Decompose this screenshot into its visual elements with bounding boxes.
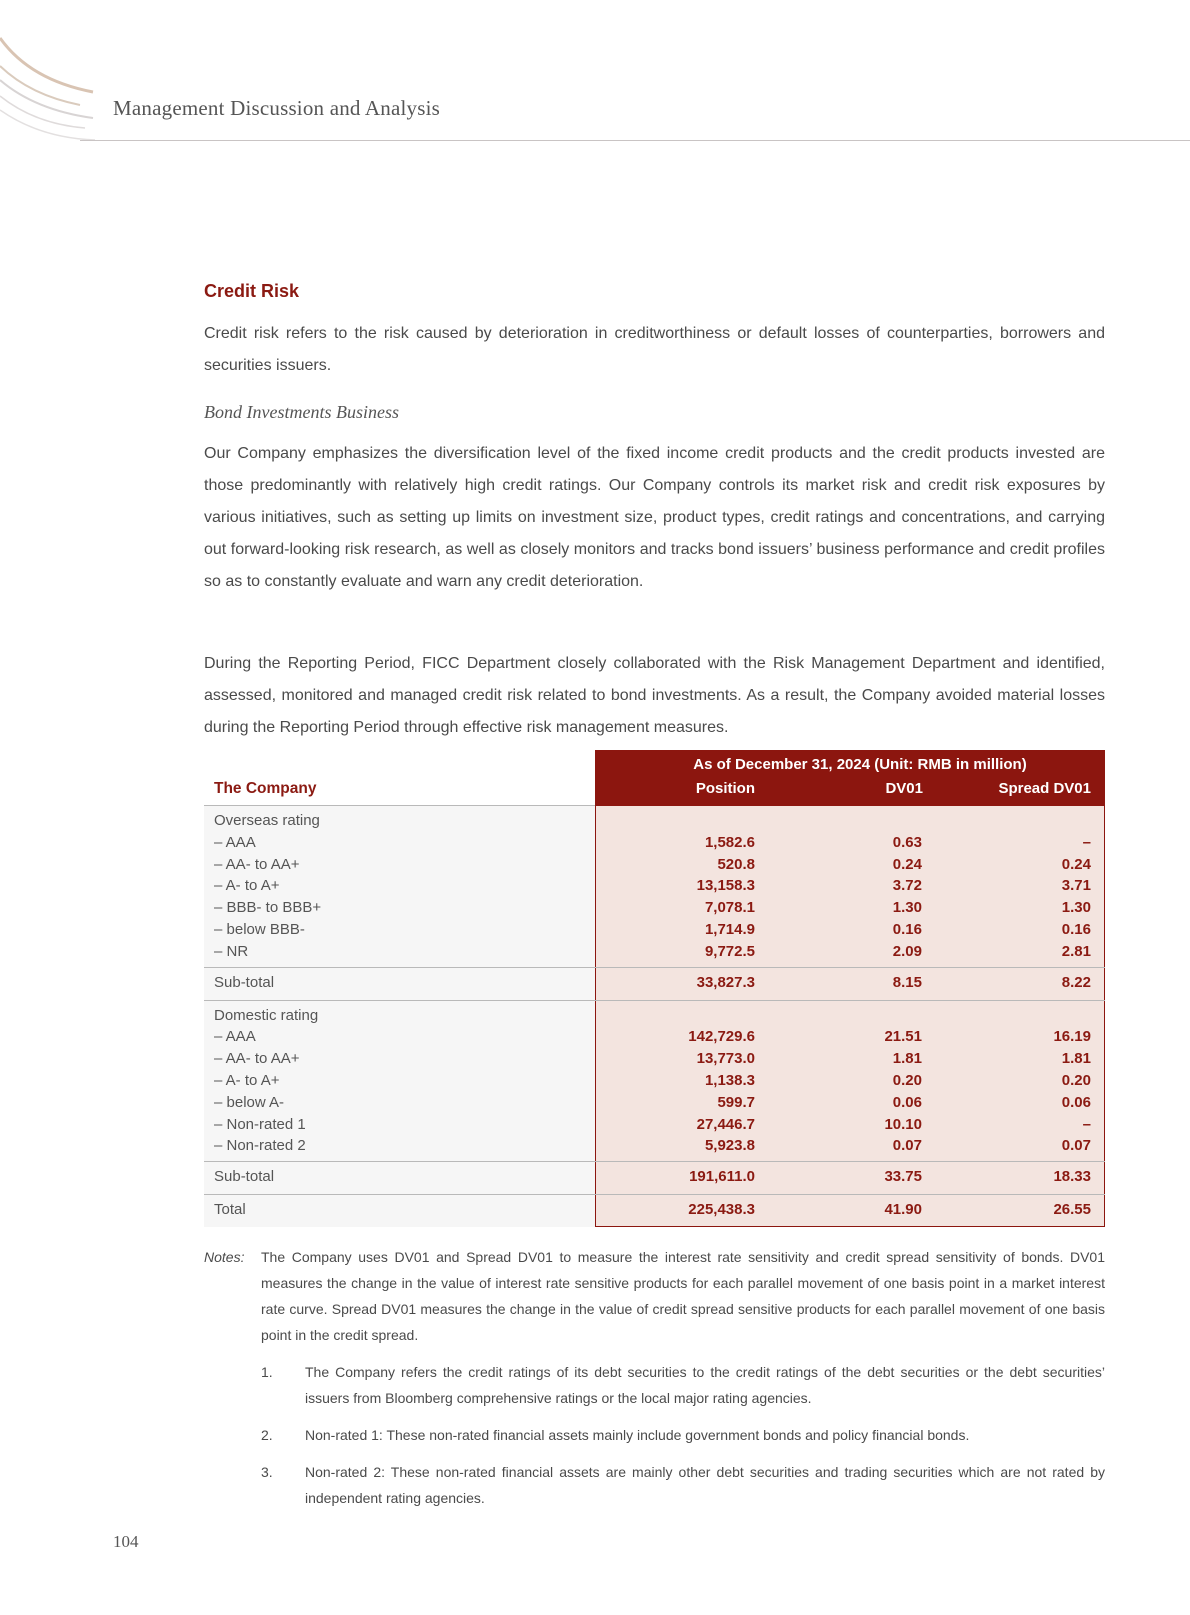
group-label-row — [204, 810, 1105, 832]
table-row: – AAA 142,729.6 21.51 16.19 — [214, 1028, 1091, 1046]
page-number: 104 — [113, 1532, 139, 1551]
credit-risk-table — [204, 750, 1105, 1227]
table-row: – below A- 599.7 0.06 0.06 — [214, 1093, 1091, 1111]
table-row: – BBB- to BBB+ 7,078.1 1.30 1.30 — [214, 899, 1091, 917]
table-caption: As of December 31, 2024 (Unit: RMB in million) — [693, 756, 1027, 773]
table-row: – AA- to AA+ 13,773.0 1.81 1.81 — [214, 1050, 1091, 1068]
table-row: – AAA 1,582.6 0.63 – — [214, 833, 1091, 851]
table-row: – NR 9,772.5 2.09 2.81 — [214, 942, 1091, 960]
table-body — [204, 806, 1105, 1227]
decorative-arcs-icon — [0, 0, 100, 150]
note-item: 1. The Company refers the credit ratings of its debt securities to the credit ratings of the debt securities or the debt securities’ issuers from Bloomberg comprehensive ratings or the local major rating agencies. — [261, 1364, 1105, 1406]
table-row: – Non-rated 2 5,923.8 0.07 0.07 — [214, 1137, 1091, 1155]
table-row: – below BBB- 1,714.9 0.16 0.16 — [214, 920, 1091, 938]
paragraph-diversification: Our Company emphasizes the diversification level of the fixed income credit products and the credit products invested are those predominantly with relatively high credit ratings. Our Company controls its market risk and credit risk exposures by various initiatives, such as setting up limits on investment size, product types, credit ratings and concentrations, and carrying out forward-looking risk research, as well as closely monitors and tracks bond issuers’ business performance and credit profiles so as to constantly evaluate and warn any credit deterioration. — [204, 445, 1105, 590]
intro-paragraph: Credit risk refers to the risk caused by deterioration in creditworthiness or default losses of counterparties, borrowers and securities issuers. — [204, 325, 1105, 374]
subtotal-row-overseas: Sub-total 33,827.3 8.15 8.22 — [214, 973, 1091, 991]
paragraph-reporting-period: During the Reporting Period, FICC Department closely collaborated with the Risk Management Department and identified, assessed, monitored and managed credit risk related to bond investments. As a result, the Company avoided material losses during the Reporting Period through effective risk management measures. — [204, 655, 1105, 736]
section-title: Credit Risk — [204, 281, 300, 301]
group-label-row — [204, 1005, 1105, 1027]
column-header-band — [595, 750, 1105, 806]
note-item: 2. Non-rated 1: These non-rated financial assets mainly include government bonds and policy financial bonds. — [261, 1427, 970, 1443]
running-header-title: Management Discussion and Analysis — [113, 96, 441, 120]
group-label: Overseas rating — [214, 812, 320, 829]
table-row: – A- to A+ 1,138.3 0.20 0.20 — [214, 1071, 1091, 1089]
row-header-label: The Company — [214, 780, 317, 797]
table-row: – A- to A+ 13,158.3 3.72 3.71 — [214, 877, 1091, 895]
subsection-title: Bond Investments Business — [204, 402, 399, 422]
group-label: Domestic rating — [214, 1006, 319, 1024]
column-header-position: Position — [695, 780, 755, 797]
total-row: Total 225,438.3 41.90 26.55 — [214, 1201, 1091, 1219]
subtotal-row-domestic: Sub-total 191,611.0 33.75 18.33 — [214, 1168, 1091, 1186]
table-header — [204, 750, 1105, 806]
row-divider — [204, 1000, 1105, 1001]
notes-label: Notes: — [204, 1249, 245, 1265]
table-row: – Non-rated 1 27,446.7 10.10 – — [214, 1115, 1091, 1133]
notes-main-text: The Company uses DV01 and Spread DV01 to measure the interest rate sensitivity and credit spread sensitivity of bonds. DV01 measures the change in the value of interest rate sensitive products for each parallel movement of one basis point in a market interest rate curve. Spread DV01 measures the change in the value of credit spread sensitive products for each parallel movement of one basis point in the credit spread. — [261, 1249, 1105, 1343]
column-header-spread-dv01: Spread DV01 — [998, 780, 1091, 797]
note-item: 3. Non-rated 2: These non-rated financial assets are mainly other debt securities and trading securities which are not rated by independent rating agencies. — [261, 1464, 1105, 1506]
table-row: – AA- to AA+ 520.8 0.24 0.24 — [214, 855, 1091, 873]
notes-section — [204, 1244, 1105, 1511]
column-header-dv01: DV01 — [885, 780, 923, 797]
header-divider — [80, 140, 1190, 141]
